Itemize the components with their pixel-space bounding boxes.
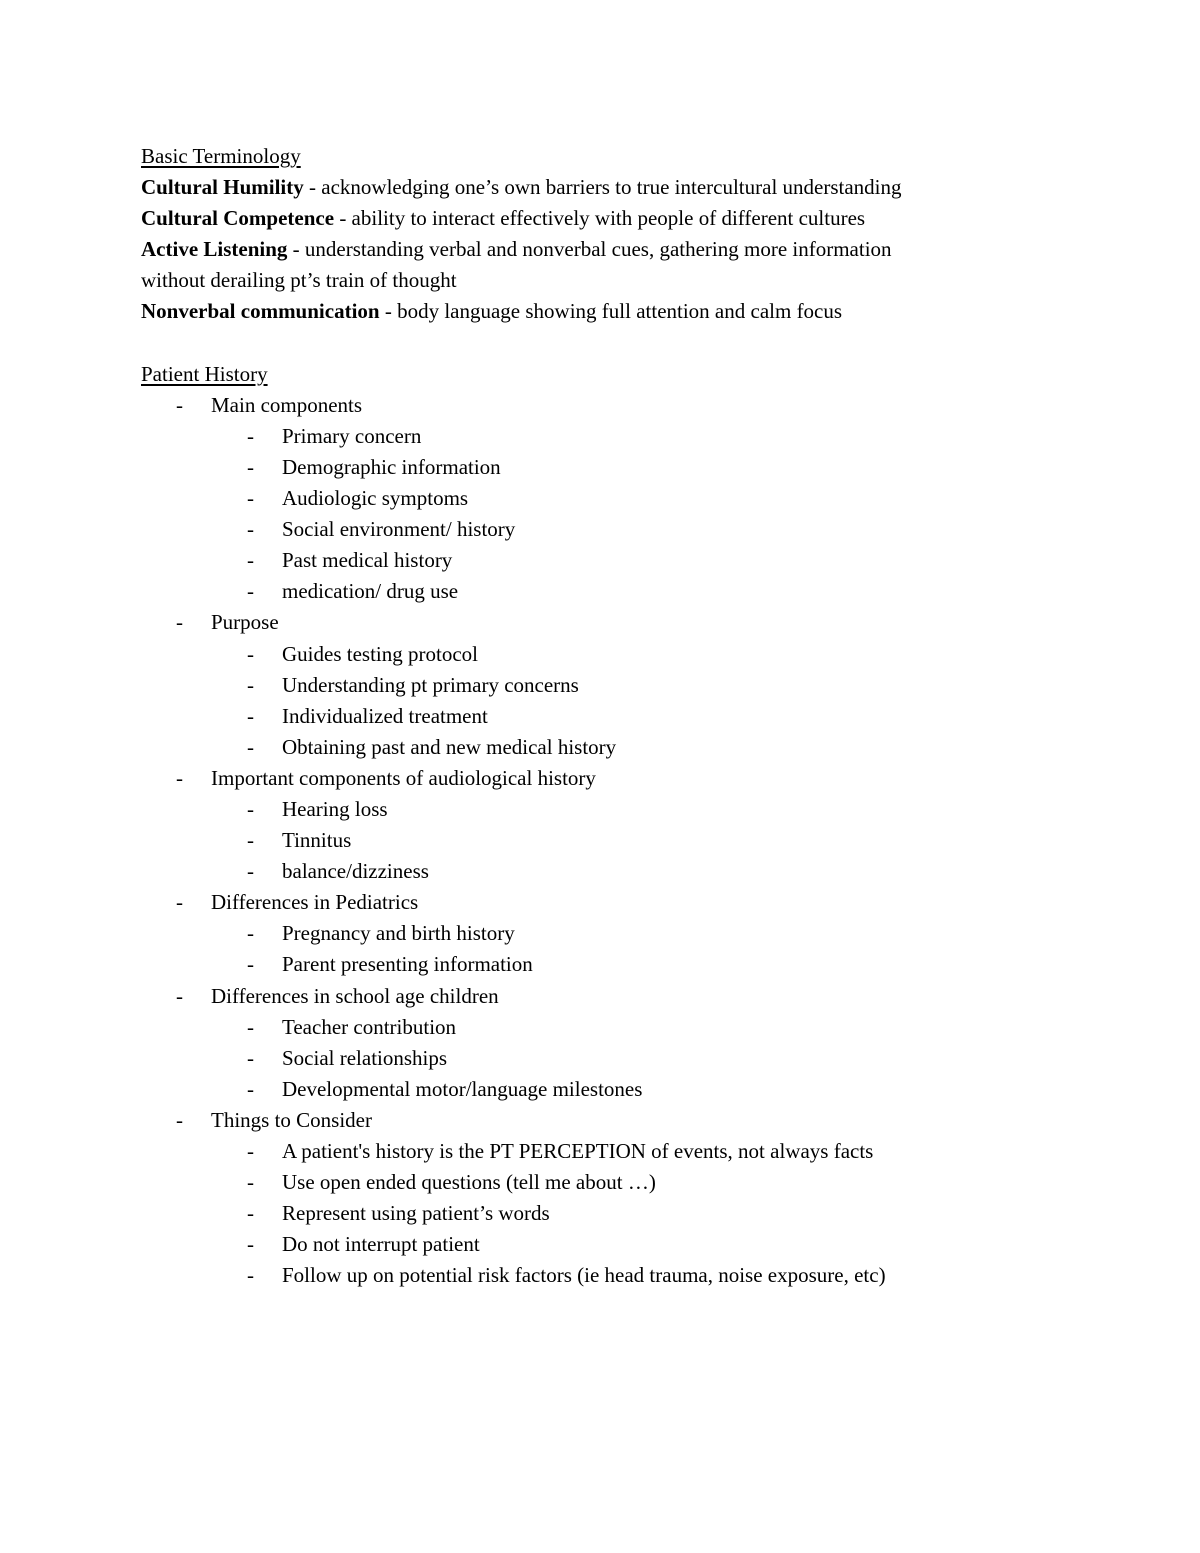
history-subitem [141, 421, 1041, 452]
bullet-dash: - [247, 1263, 254, 1288]
bullet-dash: - [247, 579, 254, 604]
history-subitem [141, 856, 1041, 887]
history-subitem-text: Developmental motor/language milestones [282, 1076, 643, 1101]
patient-history-list [141, 390, 1041, 1292]
history-subitem-text: Obtaining past and new medical history [282, 734, 617, 759]
history-subitem [141, 732, 1041, 763]
bullet-dash: - [247, 703, 254, 728]
bullet-dash: - [247, 796, 254, 821]
history-subitem-text: Individualized treatment [282, 703, 488, 728]
term-label: Active Listening [141, 237, 288, 262]
bullet-dash: - [247, 517, 254, 542]
bullet-dash: - [176, 765, 183, 790]
bullet-dash: - [176, 1107, 183, 1132]
bullet-dash: - [247, 952, 254, 977]
bullet-dash: - [247, 486, 254, 511]
history-subitem-text: A patient's history is the PT PERCEPTION of events, not always facts [282, 1139, 874, 1163]
bullet-dash: - [247, 828, 254, 853]
bullet-dash: - [247, 548, 254, 573]
history-subitem [141, 1198, 1041, 1229]
history-subitem-text: Do not interrupt patient [282, 1232, 480, 1257]
term-label: Cultural Competence [141, 206, 335, 231]
history-subitem [141, 949, 1041, 980]
document-page [141, 141, 1041, 1291]
history-subitem-text: Guides testing protocol [282, 641, 478, 666]
history-subitem [141, 918, 1041, 949]
bullet-dash: - [176, 610, 183, 635]
history-section-title: Things to Consider [211, 1107, 372, 1132]
bullet-dash: - [176, 890, 183, 915]
history-subitem [141, 1229, 1041, 1260]
bullet-dash: - [247, 1232, 254, 1257]
bullet-dash: - [247, 423, 254, 448]
history-subitem [141, 514, 1041, 545]
history-subitem [141, 1136, 1041, 1167]
history-subitem-text: Social relationships [282, 1045, 448, 1070]
history-subitem [141, 1012, 1041, 1043]
term-active-listening-continuation: without derailing pt’s train of thought [141, 268, 457, 293]
bullet-dash: - [247, 1139, 254, 1163]
bullet-dash: - [247, 1045, 254, 1070]
history-subitem-text: Past medical history [282, 548, 453, 573]
term-cultural-humility [141, 172, 1041, 203]
history-section [141, 887, 1041, 918]
term-cultural-competence [141, 203, 1041, 234]
history-section-title: Differences in Pediatrics [211, 890, 419, 915]
bullet-dash: - [247, 1076, 254, 1101]
history-subitem-text: Hearing loss [282, 796, 388, 821]
bullet-dash: - [247, 921, 254, 946]
history-subitem [141, 452, 1041, 483]
history-subitem-text: Parent presenting information [282, 952, 533, 977]
history-section-title: Differences in school age children [211, 983, 499, 1008]
history-subitem-text: Understanding pt primary concerns [282, 672, 579, 697]
history-section [141, 390, 1041, 421]
history-subitem-text: Social environment/ history [282, 517, 516, 542]
history-subitem [141, 701, 1041, 732]
bullet-dash: - [176, 392, 183, 417]
history-subitem [141, 1167, 1041, 1198]
history-section-title: Purpose [211, 610, 279, 635]
bullet-dash: - [247, 454, 254, 479]
history-section-title: Important components of audiological history [211, 765, 596, 790]
bullet-dash: - [247, 672, 254, 697]
history-subitem [141, 483, 1041, 514]
spacer [141, 328, 1041, 359]
history-subitem-text: Use open ended questions (tell me about …) [282, 1170, 656, 1195]
history-subitem-text: Primary concern [282, 423, 422, 448]
history-subitem-text: Demographic information [282, 454, 501, 479]
history-section [141, 981, 1041, 1012]
term-active-listening [141, 234, 1041, 265]
term-label: Cultural Humility [141, 175, 304, 200]
history-subitem-text: balance/dizziness [282, 859, 429, 884]
bullet-dash: - [176, 983, 183, 1008]
history-section [141, 763, 1041, 794]
patient-history-heading: Patient History [141, 361, 268, 386]
history-section [141, 1105, 1041, 1136]
term-nonverbal-communication [141, 296, 1041, 327]
term-label: Nonverbal communication [141, 299, 380, 324]
history-subitem-text: Pregnancy and birth history [282, 921, 515, 946]
history-subitem [141, 1260, 1041, 1291]
history-subitem-text: Teacher contribution [282, 1014, 457, 1039]
history-subitem [141, 639, 1041, 670]
history-subitem-text: medication/ drug use [282, 579, 459, 604]
history-subitem-text: Represent using patient’s words [282, 1201, 550, 1226]
history-subitem-text: Audiologic symptoms [282, 486, 469, 511]
bullet-dash: - [247, 1014, 254, 1039]
history-subitem [141, 794, 1041, 825]
history-section-title: Main components [211, 392, 363, 417]
bullet-dash: - [247, 859, 254, 884]
term-definition: - acknowledging one’s own barriers to true intercultural understanding [303, 175, 902, 200]
basic-terminology-heading: Basic Terminology [141, 144, 301, 168]
bullet-dash: - [247, 1201, 254, 1226]
bullet-dash: - [247, 1170, 254, 1195]
history-subitem-text: Tinnitus [282, 828, 352, 853]
bullet-dash: - [247, 641, 254, 666]
term-definition: - understanding verbal and nonverbal cues, gathering more information [287, 237, 892, 262]
term-definition: - body language showing full attention and calm focus [379, 299, 843, 324]
history-subitem [141, 825, 1041, 856]
history-subitem-text: Follow up on potential risk factors (ie head trauma, noise exposure, etc) [282, 1263, 886, 1288]
history-section [141, 607, 1041, 638]
history-subitem [141, 1043, 1041, 1074]
history-subitem [141, 576, 1041, 607]
term-definition: - ability to interact effectively with people of different cultures [334, 206, 866, 231]
history-subitem [141, 1074, 1041, 1105]
bullet-dash: - [247, 734, 254, 759]
history-subitem [141, 545, 1041, 576]
history-subitem [141, 670, 1041, 701]
